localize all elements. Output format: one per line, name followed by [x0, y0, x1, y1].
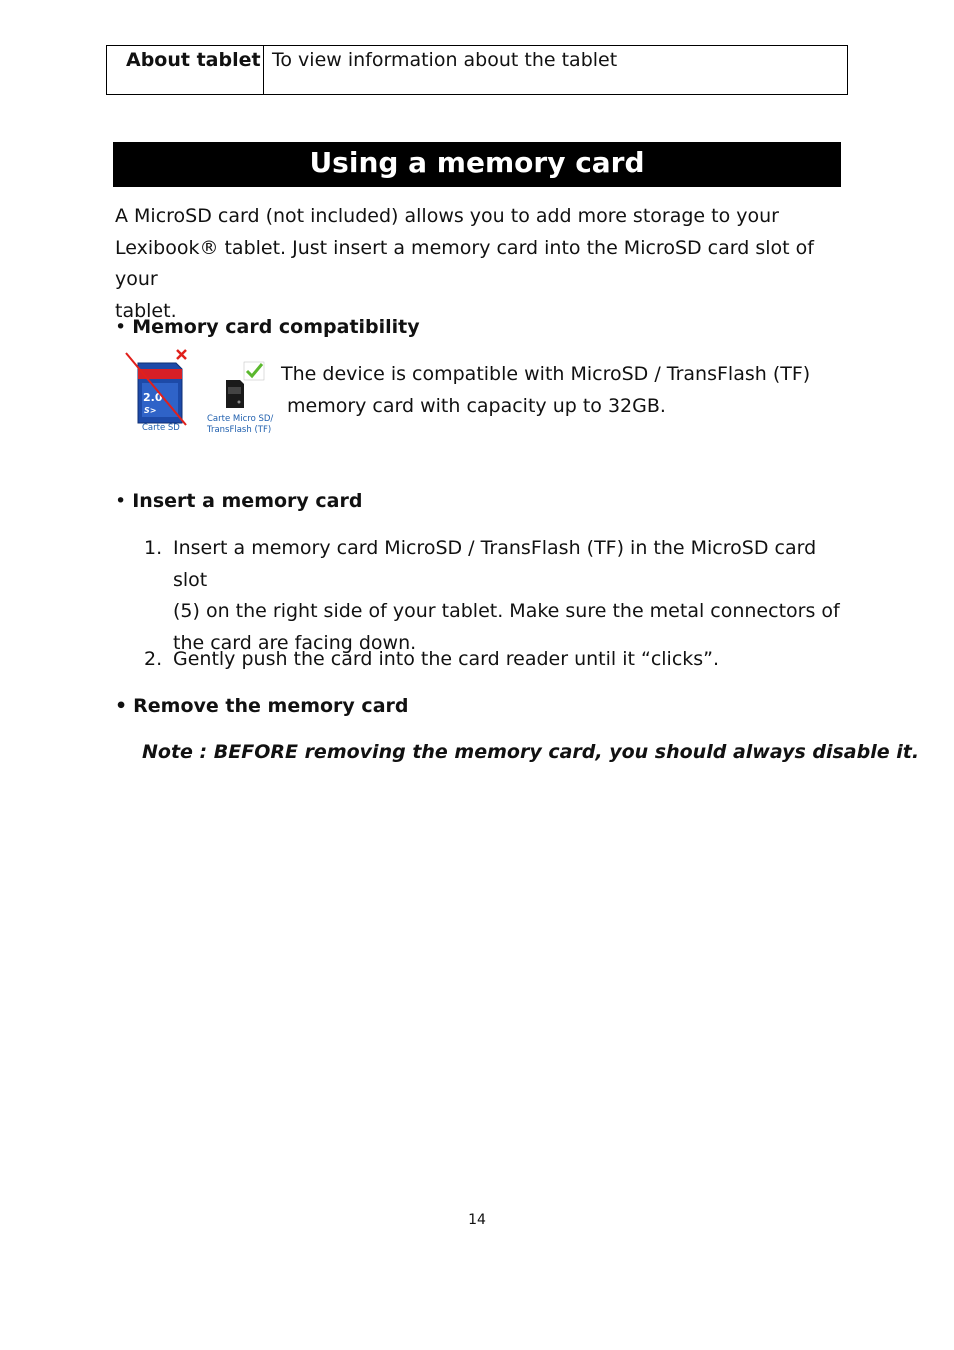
list-item — [144, 533, 844, 659]
section-title: Using a memory card — [113, 142, 841, 187]
compatibility-heading-text: Memory card compatibility — [132, 316, 420, 338]
intro-paragraph — [115, 201, 845, 327]
removal-note: Note : BEFORE removing the memory card, you should always disable it. — [142, 741, 920, 763]
remove-heading — [115, 695, 408, 717]
check-icon — [244, 362, 264, 380]
step-line: Insert a memory card MicroSD / TransFlash (TF) in the MicroSD card slot — [173, 537, 817, 591]
microsd-caption-line: Carte Micro SD/ — [207, 414, 274, 424]
compatibility-line: The device is compatible with MicroSD / TransFlash (TF) — [281, 363, 811, 385]
insert-heading-text: Insert a memory card — [132, 490, 363, 512]
svg-text:S>: S> — [144, 406, 157, 415]
cross-icon — [177, 350, 186, 359]
step-number: 2. — [144, 648, 163, 670]
about-tablet-description: To view information about the tablet — [272, 49, 618, 71]
about-tablet-table — [106, 45, 848, 95]
step-number: 1. — [144, 537, 163, 559]
microsd-caption-line: TransFlash (TF) — [207, 425, 272, 435]
compatibility-line: memory card with capacity up to 32GB. — [287, 394, 666, 417]
step-line: (5) on the right side of your tablet. Make sure the metal connectors of — [173, 600, 840, 622]
intro-line: A MicroSD card (not included) allows you to add more storage to your — [115, 205, 779, 227]
page-number: 14 — [468, 1212, 486, 1228]
intro-line: Lexibook® tablet. Just insert a memory card into the MicroSD card slot of your — [115, 236, 814, 290]
step-line: the card are facing down. — [173, 631, 417, 654]
sd-card-icon — [124, 347, 194, 427]
bullet-glyph: • — [115, 695, 128, 717]
remove-heading-text: Remove the memory card — [133, 695, 409, 717]
list-item — [144, 644, 844, 676]
step-line: Gently push the card into the card reader until it “clicks”. — [173, 648, 720, 670]
bullet-glyph: • — [115, 316, 127, 338]
microsd-card-caption — [207, 414, 273, 436]
compatibility-heading — [115, 316, 420, 338]
about-tablet-key: About tablet — [107, 46, 264, 94]
intro-line: tablet. — [115, 299, 177, 322]
bullet-glyph: • — [115, 490, 127, 512]
sd-card-caption: Carte SD — [142, 423, 180, 433]
insert-heading — [115, 490, 362, 512]
compatibility-text — [281, 359, 841, 422]
microsd-card-icon — [220, 360, 270, 412]
sd-card-label: 2.0 — [143, 391, 163, 404]
